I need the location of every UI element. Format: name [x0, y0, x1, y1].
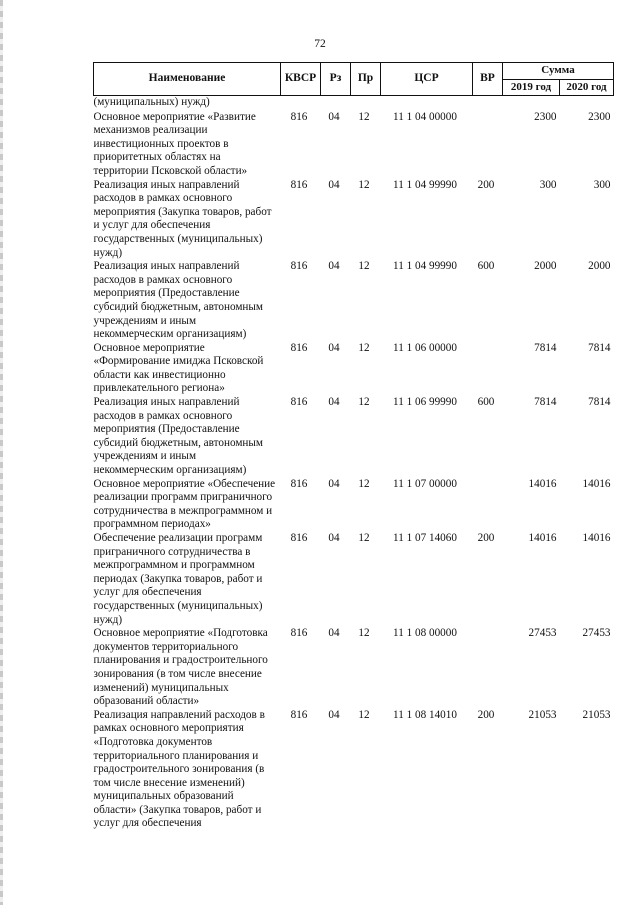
row-csr: 11 1 04 00000 — [393, 110, 457, 123]
table-row — [94, 532, 614, 627]
row-sum-2019: 21053 — [528, 708, 557, 721]
header-year-2020: 2020 год — [560, 79, 614, 96]
row-rz: 04 — [328, 260, 340, 273]
row-kvsr: 816 — [290, 708, 308, 721]
row-csr: 11 1 07 00000 — [393, 477, 457, 490]
row-name: Реализация иных направлений расходов в рамках основного мероприятия (Закупка товаров, работ и услуг для обеспечения государственных (муниципальных) нужд) — [93, 178, 272, 259]
row-pr: 12 — [358, 178, 370, 191]
row-rz: 04 — [328, 477, 340, 490]
row-name: Реализация направлений расходов в рамках основного мероприятия «Подготовка документов территориального планирования и градостроительного зонирования (в том числе внесение изменений) муниципальных образований области» (Закупка товаров, работ и услуг для обеспечения — [93, 708, 265, 830]
row-sum-2019: 2300 — [534, 110, 557, 123]
row-kvsr: 816 — [290, 477, 308, 490]
row-kvsr: 816 — [290, 110, 308, 123]
row-sum-2020: 14016 — [582, 532, 611, 544]
row-vr: 200 — [477, 532, 495, 544]
row-sum-2019: 7814 — [534, 396, 557, 409]
table-header — [94, 63, 614, 96]
row-sum-2019: 14016 — [528, 532, 557, 544]
row-rz: 04 — [328, 110, 340, 123]
row-sum-2020: 2300 — [588, 110, 611, 123]
page-number: 72 — [314, 38, 326, 50]
row-pr: 12 — [358, 260, 370, 273]
table-row — [94, 709, 614, 831]
header-year-2019: 2019 год — [503, 79, 560, 96]
continuation-row — [94, 96, 614, 111]
row-rz: 04 — [328, 532, 340, 544]
table-body — [94, 96, 614, 832]
row-rz: 04 — [328, 341, 340, 354]
row-sum-2019: 300 — [539, 178, 557, 191]
continuation-text: (муниципальных) нужд) — [93, 96, 210, 108]
row-name: Обеспечение реализации программ приграничного сотрудничества в межпрограммном и программном периодах (Закупка товаров, работ и услуг для обеспечения государственных (муниципальных) нужд) — [93, 532, 263, 626]
row-sum-2019: 7814 — [534, 341, 557, 354]
row-vr — [473, 342, 503, 396]
row-rz: 04 — [328, 396, 340, 409]
row-pr: 12 — [358, 477, 370, 490]
header-vr: ВР — [473, 63, 503, 96]
row-kvsr: 816 — [290, 532, 308, 544]
row-pr: 12 — [358, 396, 370, 409]
row-vr — [473, 627, 503, 709]
row-sum-2020: 27453 — [582, 627, 611, 640]
budget-table — [93, 62, 614, 831]
row-name: Основное мероприятие «Развитие механизмов реализации инвестиционных проектов в приоритетных областях на территории Псковской области» — [93, 110, 256, 177]
table-row — [94, 260, 614, 342]
row-vr: 200 — [477, 178, 495, 191]
row-csr: 11 1 07 14060 — [393, 532, 457, 544]
row-csr: 11 1 08 14010 — [393, 708, 457, 721]
row-rz: 04 — [328, 627, 340, 640]
row-pr: 12 — [358, 341, 370, 354]
row-sum-2019: 14016 — [528, 477, 557, 490]
row-vr — [473, 111, 503, 179]
row-pr: 12 — [358, 627, 370, 640]
row-sum-2020: 21053 — [582, 708, 611, 721]
scan-edge — [0, 0, 3, 905]
table-row — [94, 478, 614, 532]
table-row — [94, 342, 614, 396]
row-vr — [473, 478, 503, 532]
row-sum-2020: 300 — [593, 178, 611, 191]
row-sum-2019: 27453 — [528, 627, 557, 640]
row-pr: 12 — [358, 110, 370, 123]
table-row — [94, 179, 614, 261]
row-name: Реализация иных направлений расходов в рамках основного мероприятия (Предоставление субсидий бюджетным, автономным учреждениям и иным некоммерческим организациям) — [93, 396, 263, 477]
header-sum: Сумма — [503, 63, 614, 80]
header-pr: Пр — [351, 63, 381, 96]
header-name: Наименование — [94, 63, 281, 96]
row-pr: 12 — [358, 532, 370, 544]
header-kvsr: КВСР — [281, 63, 321, 96]
row-vr: 600 — [477, 260, 495, 273]
row-vr: 600 — [477, 396, 495, 409]
row-csr: 11 1 06 00000 — [393, 341, 457, 354]
row-name: Основное мероприятие «Подготовка документов территориального планирования и градостроительного зонирования (в том числе внесение изменений) муниципальных образований области» — [93, 627, 268, 708]
row-csr: 11 1 08 00000 — [393, 627, 457, 640]
row-name: Основное мероприятие «Обеспечение реализации программ приграничного сотрудничества в межпрограммном и программном периодах» — [93, 477, 276, 531]
row-sum-2020: 2000 — [588, 260, 611, 273]
table-row — [94, 111, 614, 179]
row-kvsr: 816 — [290, 396, 308, 409]
row-csr: 11 1 04 99990 — [393, 178, 457, 191]
table-row — [94, 396, 614, 478]
header-rz: Рз — [321, 63, 351, 96]
row-rz: 04 — [328, 708, 340, 721]
table-row — [94, 627, 614, 709]
row-sum-2019: 2000 — [534, 260, 557, 273]
header-csr: ЦСР — [381, 63, 473, 96]
row-name: Основное мероприятие «Формирование имиджа Псковской области как инвестиционно привлекательного региона» — [93, 341, 264, 395]
row-kvsr: 816 — [290, 627, 308, 640]
row-pr: 12 — [358, 708, 370, 721]
row-rz: 04 — [328, 178, 340, 191]
row-csr: 11 1 04 99990 — [393, 260, 457, 273]
row-kvsr: 816 — [290, 178, 308, 191]
row-kvsr: 816 — [290, 260, 308, 273]
row-sum-2020: 7814 — [588, 396, 611, 409]
row-sum-2020: 14016 — [582, 477, 611, 490]
row-vr: 200 — [477, 708, 495, 721]
row-name: Реализация иных направлений расходов в рамках основного мероприятия (Предоставление субсидий бюджетным, автономным учреждениям и иным некоммерческим организациям) — [93, 260, 263, 341]
row-sum-2020: 7814 — [588, 341, 611, 354]
row-csr: 11 1 06 99990 — [393, 396, 457, 409]
row-kvsr: 816 — [290, 341, 308, 354]
